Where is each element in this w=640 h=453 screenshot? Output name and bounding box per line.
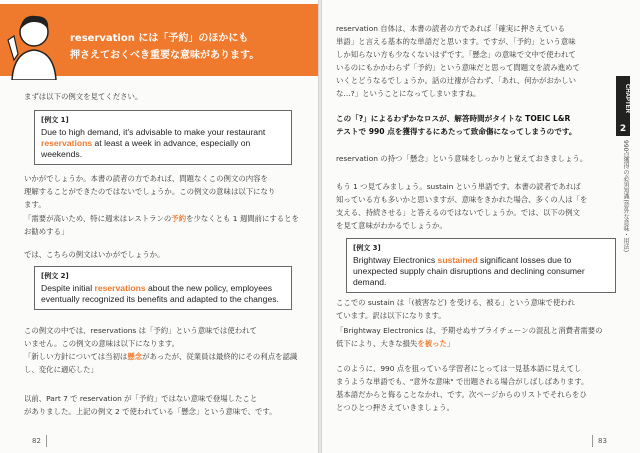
- text-line: いません。この例文の意味は以下になります。: [24, 339, 180, 348]
- example-label: [例文 2]: [41, 272, 69, 280]
- text-line: この例文の中では、reservations は「予約」という意味では使われて: [24, 326, 257, 335]
- translation-3: [336, 324, 608, 350]
- text-line: 基本語だからと侮ることなかれ、です。次ページからのリストでそれらをひ: [336, 390, 587, 399]
- translation-keyword: 懸念: [127, 352, 143, 361]
- header-band: [0, 4, 318, 76]
- example-keyword: sustained: [437, 255, 478, 265]
- left-page: [0, 0, 318, 453]
- example-keyword: reservations: [41, 138, 93, 148]
- text-line: がありました。上記の例文 2 で使われている「懸念」という意味で、です。: [24, 407, 277, 416]
- example-text: Due to high demand, it's advisable to make your restaurant: [41, 127, 266, 137]
- text-line: いるのにもかかわらず「予約」という意味だと思って問題文を読み進めて: [336, 63, 580, 72]
- intro-text: まずは以下の例文を見てください。: [24, 92, 143, 101]
- paragraph-4: [336, 296, 612, 322]
- example-label: [例文 3]: [353, 244, 381, 252]
- header-line-2: 押さえておくべき重要な意味があります。: [70, 50, 260, 61]
- translation-text: 「Brightway Electronics は、予期せぬサプライチェーンの混乱と消費者需要の低下により、大きな損失: [336, 326, 603, 348]
- header-title: [70, 30, 310, 64]
- translation-keyword: 予約: [171, 214, 187, 223]
- paragraph-3: [336, 180, 612, 232]
- translation-text: があったが、従業員は最終的にその利点を認識し、変化に適応した」: [24, 352, 298, 374]
- text-line: 支える、持続させる」と答えるのではないでしょうか。では、以下の例文: [336, 208, 580, 217]
- text-line: ここでの sustain は「(被害など) を受ける、被る」という意味で使われ: [336, 298, 575, 307]
- paragraph-2: reservation の持つ「懸念」という意味をしっかりと覚えておきましょう。: [336, 154, 588, 163]
- text-line: まうような単語でも、"意外な意味" で出題される場合がしばしばあります。: [336, 377, 589, 386]
- text-line: を見て意味がわかるでしょうか。: [336, 221, 447, 230]
- text-line: reservation 自体は、本書の読者の方であれば「確実に押さえている: [336, 24, 566, 33]
- text-line: もう 1 つ見てみましょう。sustain という単語です。本書の読者であれば: [336, 182, 581, 191]
- translation-1: [24, 212, 300, 238]
- text-line: 単語」と言える基本的な単語だと思います。ですが、「予約」という意味: [336, 37, 576, 46]
- example-text: significant losses due to unexpected supply chain disruptions and declining consumer demand.: [353, 255, 585, 287]
- text-line: ます。: [24, 200, 46, 209]
- example-box-1: [34, 110, 292, 165]
- paragraph-5: [336, 362, 612, 414]
- header-line-1: reservation には「予約」のほかにも: [70, 33, 249, 44]
- text-line: いくとどうなるでしょうか。話の辻褄が合わず、「あれ、何かがおかしい: [336, 76, 576, 85]
- text-line: いかがでしょうか。本書の読者の方であれば、問題なくこの例文の内容を: [24, 174, 268, 183]
- chapter-tab-number: 2: [616, 122, 630, 136]
- text-line: テストで 990 点を獲得するにあたって致命傷になってしまうのです。: [336, 127, 577, 136]
- example-text: Brightway Electronics: [353, 255, 438, 265]
- page-number: 83: [598, 437, 607, 445]
- translation-text: 「新しい方針については当初は: [24, 352, 128, 361]
- example-text: Despite initial: [41, 283, 95, 293]
- translation-text: 」: [446, 339, 455, 348]
- text-line: このように、990 点を狙っている学習者にとっては一見基本語に見えてし: [336, 364, 582, 373]
- text-line: この「?」によるわずかなロスが、解答時間がタイトな TOEIC L&R: [336, 114, 571, 123]
- example-text: about the new policy, employees eventually recognized its benefits and adapted to the changes.: [41, 283, 279, 304]
- page-number-rule: [592, 435, 593, 447]
- text-line: ています。訳は以下になります。: [336, 311, 446, 320]
- paragraph-3: [24, 324, 304, 350]
- chapter-tab-label: CHAPTER: [624, 84, 630, 114]
- text-line: な…?」ということになってしまいますね。: [336, 89, 481, 98]
- example-text: at least a week in advance, especially on weekends.: [41, 138, 251, 159]
- example-box-2: [34, 266, 292, 310]
- paragraph-4: [24, 392, 304, 418]
- text-line: とつひとつ押さえていきましょう。: [336, 403, 454, 412]
- chapter-side-title: 990点獲得の必須知識(意外な意味・用法): [622, 140, 629, 253]
- example-keyword: reservations: [94, 283, 146, 293]
- translation-text: 「需要が高いため、特に週末はレストランの: [24, 214, 172, 223]
- text-line: 理解することができたのではないでしょうか。この例文の意味は以下になり: [24, 187, 276, 196]
- example-box-3: [346, 238, 616, 293]
- translation-text: を少なくとも 1 週間前にするとをお勧めする」: [24, 214, 299, 236]
- paragraph-1: [24, 172, 304, 211]
- paragraph-2: では、こちらの例文はいかがでしょうか。: [24, 250, 165, 259]
- page-number-rule: [46, 435, 47, 447]
- text-line: 以前、Part 7 で reservation が「予約」ではない意味で登場したこと: [24, 394, 258, 403]
- bold-statement: [336, 112, 618, 138]
- text-line: 知っている方も多いかと思いますが、意味をきかれた場合、多くの人は「を: [336, 195, 588, 204]
- right-page: [322, 0, 640, 453]
- author-illustration-icon: [4, 10, 64, 80]
- example-label: [例文 1]: [41, 116, 69, 124]
- paragraph-1: [336, 22, 612, 100]
- translation-keyword: を被った: [417, 339, 447, 348]
- translation-2: [24, 350, 300, 376]
- page-number: 82: [32, 437, 41, 445]
- text-line: しか知らない方も少なくないはずです。「懸念」の意味で文中で使われて: [336, 50, 576, 59]
